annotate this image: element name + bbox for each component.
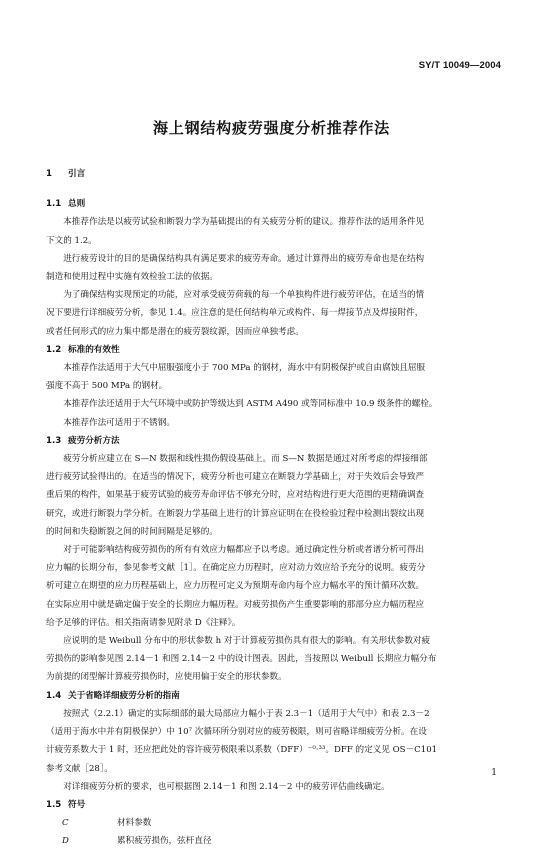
paragraph-line: 劳损伤的影响参见图 2.14－1 和图 2.14－2 中的设计图表。因此，当按照以 Weibull 长期应力幅分布 [46, 654, 437, 665]
paragraph-line: 本推荐作法还适用于大气环境中或防护等级达到 ASTM A490 或等同标准中 10.9 级条件的螺栓。 [63, 399, 438, 410]
paragraph-line: 的时间和失稳断裂之间的时间间隔是足够的。 [46, 526, 218, 537]
paragraph-line: 在实际应用中就是确定偏于安全的长期应力幅历程。对疲劳损伤产生重要影响的那部分应力幅历程应 [46, 599, 425, 610]
paragraph-line: 本推荐作法适用于大气中屈服强度小于 700 MPa 的钢材，海水中有阴极保护或自由腐蚀且屈服 [63, 363, 426, 374]
paragraph-line: 疲劳分析应建立在 S—N 数据和线性损伤假设基础上。而 S—N 数据是通过对所考虑的焊接细部 [63, 454, 428, 465]
paragraph-line: 为了确保结构实现预定的功能，应对承受疲劳荷载的每一个单独构件进行疲劳评估，在适当的情 [63, 290, 425, 301]
paragraph-line: 应说明的是 Weibull 分布中的形状参数 h 对于计算疲劳损伤具有很大的影响。有关形状参数对疲 [63, 636, 431, 647]
paragraph-line: 强度不高于 500 MPa 的钢材。 [46, 381, 168, 392]
section-heading-1-1: 1.1 总则 [46, 199, 86, 210]
symbol: D [62, 836, 69, 847]
paragraph-line: 况下要进行详细疲劳分析，参见 1.4。应注意的是任何结构单元或构件、每一焊接节点及焊接附件， [46, 308, 424, 319]
paragraph-line: 或者任何形式的应力集中都是潜在的疲劳裂纹源，因而应单独考虑。 [46, 326, 304, 337]
paragraph-line: 研究，或进行断裂力学分析。在断裂力学基础上进行的计算应证明在在役检验过程中检测出裂纹出现 [46, 508, 425, 519]
section-heading-1-3: 1.3 疲劳分析方法 [46, 435, 120, 446]
paragraph-line: （适用于海水中并有阴极保护）中 10⁷ 次循环所分别对应的疲劳极限，则可省略详细疲劳分析。在设 [46, 727, 427, 738]
symbol-description: 累积疲劳损伤，弦杆直径 [117, 836, 212, 847]
paragraph-line: 给予足够的评估。相关指南请参见附录 D《注释》。 [46, 617, 241, 628]
paragraph-line: 参考文献［28］。 [46, 763, 113, 774]
section-heading-1-5: 1.5 符号 [46, 799, 86, 810]
paragraph-line: 进行疲劳设计的目的是确保结构具有满足要求的疲劳寿命。通过计算得出的疲劳寿命也是在结构 [63, 253, 425, 264]
section-heading-1-2: 1.2 标准的有效性 [46, 344, 120, 355]
document-title: 海上钢结构疲劳强度分析推荐作法 [152, 119, 390, 137]
paragraph-line: 对于可能影响结构疲劳损伤的所有有效应力幅都应予以考虑。通过确定性分析或者谱分析可得出 [63, 545, 425, 556]
section-heading-1: 1 引言 [46, 169, 86, 179]
paragraph-line: 重后果的构件，如果基于疲劳试验的疲劳寿命评估不够充分时，应对结构进行更大范围的更精确调查 [46, 490, 425, 501]
standard-code: SY/T 10049—2004 [418, 60, 501, 71]
paragraph-line: 本推荐作法是以疲劳试验和断裂力学为基础提出的有关疲劳分析的建议。推荐作法的适用条件见 [63, 217, 425, 228]
symbol-row [46, 832, 500, 850]
paragraph-line: 计疲劳系数大于 1 时，还应把此处的容许疲劳极限乘以系数（DFF）⁻⁰·³³。DFF 的定义见 OS－C101 [46, 745, 438, 756]
symbol-row [46, 814, 500, 832]
paragraph-line: 按照式（2.2.1）确定的实际细部的最大局部应力幅小于表 2.3－1（适用于大气中）和表 2.3－2 [63, 708, 430, 719]
paragraph-line: 对详细疲劳分析的要求，也可根据图 2.14－1 和图 2.14－2 中的疲劳评估曲线确定。 [63, 781, 390, 792]
symbol-description: 材料参数 [117, 818, 152, 829]
paragraph-line: 本推荐作法可适用于不锈钢。 [63, 417, 175, 428]
document-body [46, 165, 500, 851]
symbol: C [62, 818, 69, 829]
paragraph-line: 进行疲劳试验得出的。在适当的情况下，疲劳分析也可建立在断裂力学基础上，对于失效后会导致严 [46, 472, 425, 483]
paragraph-line: 析可建立在期望的应力历程基础上，应力历程可定义为预期寿命内每个应力幅水平的预计循环次数。 [46, 581, 425, 592]
section-heading-1-4: 1.4 关于省略详细疲劳分析的指南 [46, 690, 180, 701]
paragraph-line: 制造和使用过程中实施有效检验工法的依据。 [46, 272, 218, 283]
paragraph-line: 为前提的闭型解计算疲劳损伤时，应使用偏于安全的形状参数。 [46, 672, 287, 683]
page-number: 1 [491, 768, 497, 778]
paragraph-line: 下文的 1.2。 [46, 235, 97, 246]
paragraph-line: 应力幅的长期分布，参见参考文献［1］。在确定应力历程时，应对动力效应给予充分的说明。疲劳分 [46, 563, 426, 574]
